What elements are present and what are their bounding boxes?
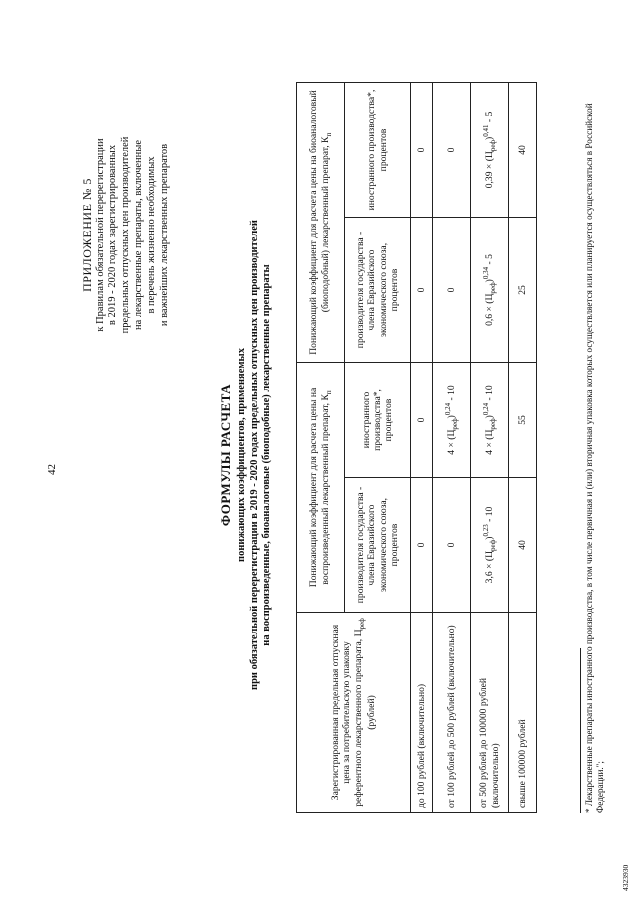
coef-cell: 55	[509, 362, 537, 477]
price-range-cell: от 100 рублей до 500 рублей (включительно)	[433, 613, 471, 813]
table-header-row	[297, 82, 345, 812]
page-number: 42	[46, 464, 58, 475]
footnote-divider	[580, 648, 581, 813]
coef-cell: 0	[411, 362, 433, 477]
col-header-price: Зарегистрированная предельная отпускная цена за потребительскую упаковку референтного лекарственного препарата, $Ц_{реф}$ (рублей)	[297, 613, 411, 813]
price-range-cell: от 500 рублей до 100000 рублей (включительно)	[471, 613, 509, 813]
title-line: понижающих коэффициентов, применяемых	[235, 348, 247, 562]
subheader-eaeu: производителя государства - члена Евразийского экономического союза, процентов	[345, 217, 411, 362]
coef-cell: 0	[411, 217, 433, 362]
table-row	[433, 82, 471, 812]
formula-cell: $0,6 \times (Ц_{реф})^{0,34} - 5$	[471, 217, 509, 362]
coef-cell: 0	[411, 82, 433, 217]
subheader-eaeu: производителя государства - члена Евразийского экономического союза, процентов	[345, 478, 411, 613]
appendix-line: и важнейших лекарственных препаратов	[158, 143, 170, 327]
formula-cell: $3,6 \times (Ц_{реф})^{0,23} - 10$	[471, 478, 509, 613]
coefficients-table	[296, 82, 537, 813]
appendix-line: в перечень жизненно необходимых	[145, 156, 157, 314]
document-code: 4323930	[621, 864, 630, 891]
formula-cell: $4 \times (Ц_{реф})^{0,24} - 10$	[471, 362, 509, 477]
appendix-line: к Правилам обязательной перерегистрации	[94, 138, 106, 332]
appendix-line: на лекарственные препараты, включенные	[133, 139, 145, 331]
table-row	[509, 82, 537, 812]
subheader-foreign: иностранного производства*, процентов	[345, 82, 411, 217]
coef-cell: 40	[509, 82, 537, 217]
coef-cell: 25	[509, 217, 537, 362]
document-title	[218, 135, 274, 775]
footnote: * Лекарственные препараты иностранного производства, в том числе первичная и (или) вторичная упаковка которых осуществляется или планируется осуществляться в Российской Федерации.";	[584, 103, 606, 813]
coef-cell: 0	[433, 478, 471, 613]
group-header-generic: Понижающий коэффициент для расчета цены на воспроизведенный лекарственный препарат, $К_п$	[297, 362, 345, 612]
coef-cell: 0	[411, 478, 433, 613]
price-range-cell: свыше 100000 рублей	[509, 613, 537, 813]
title-line: на воспроизведенные, биоаналоговые (биоподобные) лекарственные препараты	[261, 264, 273, 646]
appendix-heading: ПРИЛОЖЕНИЕ № 5	[80, 178, 94, 292]
table-row	[471, 82, 509, 812]
coef-cell: 0	[433, 82, 471, 217]
appendix-line: в 2019 - 2020 годах зарегистрированных	[107, 144, 119, 326]
price-range-cell: до 100 рублей (включительно)	[411, 613, 433, 813]
coef-cell: 0	[433, 217, 471, 362]
table-row	[411, 82, 433, 812]
coef-cell: 40	[509, 478, 537, 613]
group-header-biosimilar: Понижающий коэффициент для расчета цены на биоаналоговый (биоподобный) лекарственный препарат, $К_п$	[297, 82, 345, 362]
appendix-line: предельных отпускных цен производителей	[120, 136, 132, 334]
subheader-foreign: иностранного производства*, процентов	[345, 362, 411, 477]
title-main: ФОРМУЛЫ РАСЧЕТА	[218, 383, 233, 527]
appendix-header	[80, 75, 171, 395]
formula-cell: $0,39 \times (Ц_{реф})^{0,41} - 5$	[471, 82, 509, 217]
formula-cell: $4 \times (Ц_{реф})^{0,24} - 10$	[433, 362, 471, 477]
title-line: при обязательной перерегистрации в 2019 - 2020 годах предельных отпускных цен производителей	[248, 220, 260, 690]
